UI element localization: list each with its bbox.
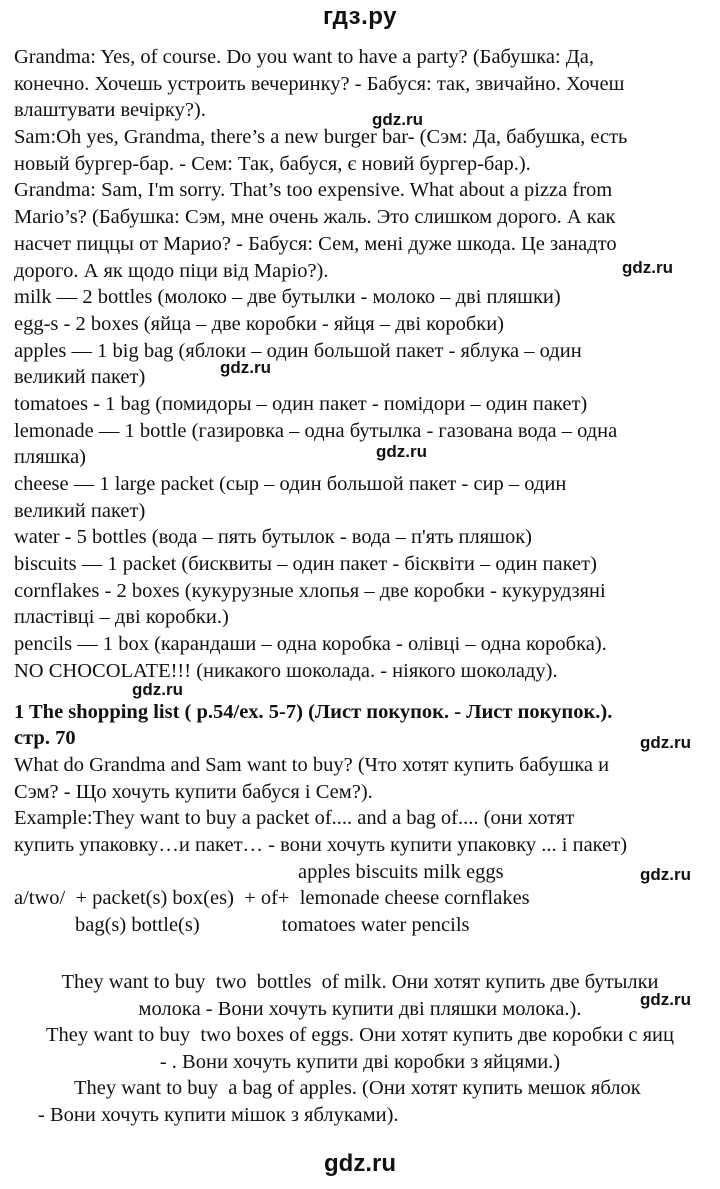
text-line: cheese — 1 large packet (сыр – один большой пакет - сир – один: [14, 473, 567, 495]
watermark: gdz.ru: [622, 258, 673, 277]
example-answer: [0, 969, 720, 1022]
spacer: [14, 685, 714, 699]
site-header: гдз.ру: [323, 3, 397, 30]
text-line: конечно. Хочешь устроить вечеринку? - Бабуся: так, звичайно. Хочеш: [14, 72, 625, 95]
text-line: lemonade — 1 bottle (газировка – одна бутылка - газована вода – одна: [14, 419, 618, 442]
table-row: apples biscuits milk eggs: [298, 860, 504, 883]
question-line: What do Grandma and Sam want to buy? (Что хотят купить бабушка и: [14, 753, 610, 776]
text-line: tomatoes - 1 bag (помидоры – один пакет - помідори – один пакет): [14, 392, 588, 415]
example-line: - . Вони хочуть купити дві коробки з яйцями.): [159, 1050, 561, 1073]
table-row: bag(s) bottle(s) tomatoes water pencils: [75, 914, 470, 936]
watermark: gdz.ru: [220, 358, 271, 377]
table-row: a/two/ + packet(s) box(es) + of+ lemonade cheese cornflakes: [14, 887, 530, 910]
watermark: gdz.ru: [640, 733, 691, 752]
text-line: milk — 2 bottles (молоко – две бутылки - молоко – дві пляшки): [14, 286, 561, 309]
text-line: пластівці – дві коробки.): [14, 606, 229, 629]
section-title: 1 The shopping list ( p.54/ex. 5-7) (Лист покупок. - Лист покупок.).: [14, 700, 613, 723]
text-line: пляшка): [14, 446, 86, 469]
site-footer: gdz.ru: [324, 1150, 396, 1177]
example-answer: [0, 1075, 720, 1128]
text-line: pencils — 1 box (карандаши – одна коробка - олівці – одна коробка).: [14, 633, 607, 656]
text-line: великий пакет): [14, 499, 146, 522]
text-line: NO CHOCOLATE!!! (никакого шоколада. - ніякого шоколаду).: [14, 659, 558, 682]
text-line: влаштувати вечірку?).: [14, 99, 206, 122]
watermark: gdz.ru: [372, 110, 423, 129]
text-line: насчет пиццы от Марио? - Бабуся: Сем, мені дуже шкода. Це занадто: [14, 232, 617, 255]
text-line: Sam:Oh yes, Grandma, there’s a new burger bar- (Сэм: Да, бабушка, есть: [14, 126, 628, 149]
example-line: - Вони хочуть купити мішок з яблуками).: [38, 1103, 399, 1126]
document-body: [14, 44, 714, 939]
text-line: новый бургер-бар. - Сем: Так, бабуся, є новий бургер-бар.).: [14, 152, 531, 175]
text-line: Mario’s? (Бабушка: Сэм, мне очень жаль. Это слишком дорого. А как: [14, 206, 616, 229]
text-line: apples — 1 big bag (яблоки – один большой пакет - яблука – один: [14, 339, 582, 362]
question-line: купить упаковку…и пакет… - вони хочуть купити упаковку ... і пакет): [14, 833, 628, 856]
example-line: They want to buy two boxes of eggs. Они хотят купить две коробки с яиц: [46, 1024, 674, 1046]
text-line: дорого. А як щодо піци від Маріо?).: [14, 259, 329, 282]
text-line: water - 5 bottles (вода – пять бутылок - вода – п'ять пляшок): [14, 526, 533, 549]
watermark: gdz.ru: [640, 990, 691, 1009]
watermark: gdz.ru: [640, 865, 691, 884]
text-line: biscuits — 1 packet (бисквиты – один пакет - бісквіти – один пакет): [14, 553, 597, 576]
example-line: They want to buy two bottles of milk. Они хотят купить две бутылки: [61, 971, 659, 993]
example-answer: [0, 1022, 720, 1075]
text-line: Grandma: Sam, I'm sorry. That’s too expensive. What about a pizza from: [14, 179, 613, 202]
text-line: Grandma: Yes, of course. Do you want to have a party? (Бабушка: Да,: [14, 46, 595, 68]
page-reference: стр. 70: [14, 727, 76, 750]
watermark: gdz.ru: [376, 442, 427, 461]
example-line: молока - Вони хочуть купити дві пляшки молока.).: [138, 997, 582, 1020]
text-line: egg-s - 2 boxes (яйца – две коробки - яйця – дві коробки): [14, 312, 505, 335]
text-line: великий пакет): [14, 366, 146, 389]
example-line: They want to buy a bag of apples. (Они хотят купить мешок яблок: [74, 1077, 641, 1099]
watermark: gdz.ru: [132, 680, 183, 699]
question-line: Example:They want to buy a packet of.... and a bag of.... (они хотят: [14, 807, 575, 830]
question-line: Сэм? - Що хочуть купити бабуся і Сем?).: [14, 780, 373, 803]
text-line: cornflakes - 2 boxes (кукурузные хлопья – две коробки - кукурудзяні: [14, 579, 606, 602]
